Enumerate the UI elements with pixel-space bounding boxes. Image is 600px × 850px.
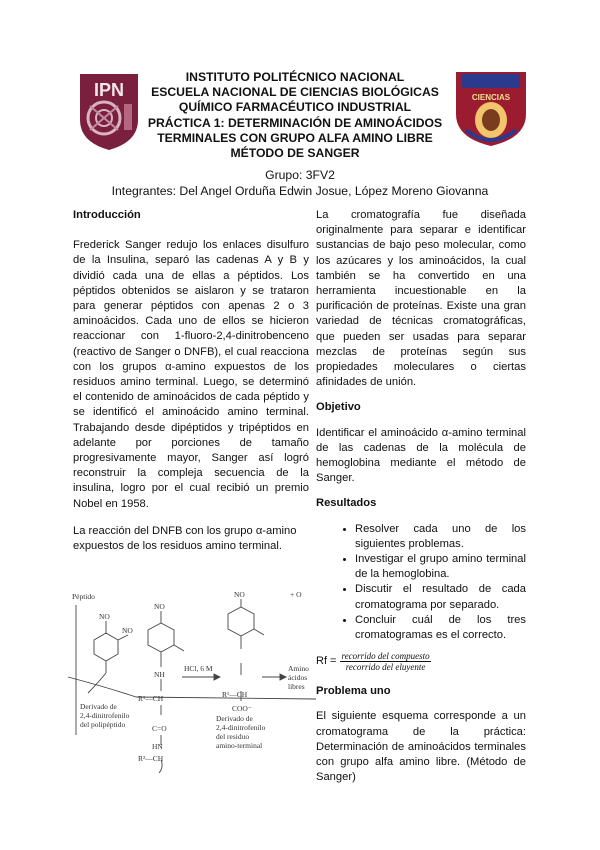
encb-logo xyxy=(452,68,530,148)
diagram-label-deriv-right-1: Derivado de xyxy=(216,714,253,723)
diagram-label-no2-b: NO xyxy=(122,626,133,635)
document-header xyxy=(140,70,450,161)
diagram-label-amino-1: Amino xyxy=(288,664,309,673)
diagram-label-no2-a: NO xyxy=(99,612,110,621)
diagram-label-no2-c: NO xyxy=(154,602,165,611)
encb-logo-text: CIENCIAS xyxy=(471,93,511,102)
results-item: • Discutir el resultado de cada cromatograma por separado. xyxy=(355,582,526,612)
diagram-label-coo: COO⁻ xyxy=(232,704,252,713)
diagram-label-deriv-right-4: amino-terminal xyxy=(216,741,263,750)
diagram-label-r-ch2: R¹—CH xyxy=(222,690,248,699)
diagram-label-deriv-left-1: Derivado de xyxy=(80,702,117,711)
results-item: • Concluir cuál de los tres cromatogramas es el correcto. xyxy=(355,613,526,643)
rf-label: Rf = xyxy=(316,655,337,668)
group-label: Grupo: 3FV2 xyxy=(265,168,335,182)
diagram-label-c-o: C=O xyxy=(152,724,167,733)
ipn-logo xyxy=(74,70,144,152)
sanger-reaction-diagram xyxy=(66,585,316,845)
rf-numerator: recorrido del compuesto xyxy=(341,651,430,662)
right-column xyxy=(316,208,526,786)
results-heading: Resultados xyxy=(316,497,377,510)
header-institution: INSTITUTO POLITÉCNICO NACIONAL xyxy=(185,70,405,84)
rf-fraction xyxy=(340,651,430,672)
diagram-label-deriv-left-3: del polipéptido xyxy=(80,720,126,729)
header-program: QUÍMICO FARMACÉUTICO INDUSTRIAL xyxy=(178,100,412,115)
rf-formula xyxy=(316,651,526,672)
diagram-label-amino-2: ácidos xyxy=(288,673,308,682)
results-item: • Investigar el grupo amino terminal de la hemoglobina. xyxy=(355,552,526,582)
header-school: ESCUELA NACIONAL DE CIENCIAS BIOLÓGICAS xyxy=(151,85,439,100)
results-list xyxy=(316,522,526,644)
diagram-label-no2-d: NO xyxy=(234,590,245,599)
header-practice-subtitle: TERMINALES CON GRUPO ALFA AMINO LIBRE xyxy=(157,130,433,145)
left-column xyxy=(73,208,309,554)
reaction-paragraph: La reacción del DNFB con los grupo α-amino expuestos de los residuos amino terminal. xyxy=(73,524,297,553)
introduction-heading: Introducción xyxy=(73,209,141,221)
objective-text: Identificar el aminoácido α-amino terminal de las cadenas de la molécula de hemoglobina mediante el método de Sanger. xyxy=(316,426,526,485)
introduction-paragraph: Frederick Sanger redujo los enlaces disulfuro de la Insulina, separó las cadenas A y B y dividió cada una de ellas a péptidos. Los péptidos obtenidos se aislaron y se trataron para generar péptidos con apenas 2 o 3 aminoácidos. Cada uno de ellos se hicieron reaccionar con 1-fluoro-2,4-dinitrobenceno (reactivo de Sanger o DNFB), el cual reacciona con los grupos α-amino expuestos de los residuos amino terminal. Luego, se determinó el contenido de aminoácidos de cada péptido y se identificó el aminoácido amino terminal. Trabajando desde dipéptidos y tripéptidos en adelante por porciones de tamaño progresivamente mayor, Sanger así logró reconstruir la compleja secuencia de la insulina, logro por el cual recibió un premio Nobel en 1958. xyxy=(73,239,309,510)
header-practice-title: PRÁCTICA 1: DETERMINACIÓN DE AMINOÁCIDOS xyxy=(147,115,443,130)
diagram-label-r2-ch: R²—CH xyxy=(138,754,164,763)
chromatography-paragraph: La cromatografía fue diseñada originalmente para separar e identificar sustancias de bajo peso molecular, como los azúcares y los aminoácidos, la cual también se ha convertido en una herramienta incuestionable en la purificación de proteínas. Existe una gran variedad de técnicas cromatográficas, que pueden ser usadas para separar mezclas de proteínas según sus propiedades moleculares o ciertas afinidades de unión. xyxy=(316,209,526,389)
diagram-label-nh: NH xyxy=(154,670,165,679)
diagram-label-hcl: HCl, 6 M xyxy=(184,664,213,673)
diagram-label-deriv-right-3: del residuo xyxy=(216,732,250,741)
diagram-label-amino-3: libres xyxy=(288,682,305,691)
diagram-label-peptido: Péptido xyxy=(72,592,95,601)
diagram-label-r-ch: R¹—CH xyxy=(138,694,164,703)
diagram-label-small-mark: + O xyxy=(290,590,302,599)
diagram-label-deriv-right-2: 2,4-dinitrofenilo xyxy=(216,723,266,732)
header-method: MÉTODO DE SANGER xyxy=(230,146,360,161)
rf-denominator: recorrido del eluyente xyxy=(345,662,426,673)
ipn-logo-text: IPN xyxy=(93,80,125,100)
problem-text: El siguiente esquema corresponde a un cromatograma de la práctica: Determinación de aminoácidos terminales con grupo alfa amino libre. (Método de Sanger) xyxy=(316,710,526,784)
results-item: • Resolver cada uno de los siguientes problemas. xyxy=(355,522,526,552)
members-label: Integrantes: Del Angel Orduña Edwin Josue, López Moreno Giovanna xyxy=(111,184,489,198)
diagram-label-hn: HN xyxy=(152,742,163,751)
diagram-label-deriv-left-2: 2,4-dinitrofenilo xyxy=(80,711,130,720)
problem-heading: Problema uno xyxy=(316,685,391,698)
objective-heading: Objetivo xyxy=(316,401,361,414)
